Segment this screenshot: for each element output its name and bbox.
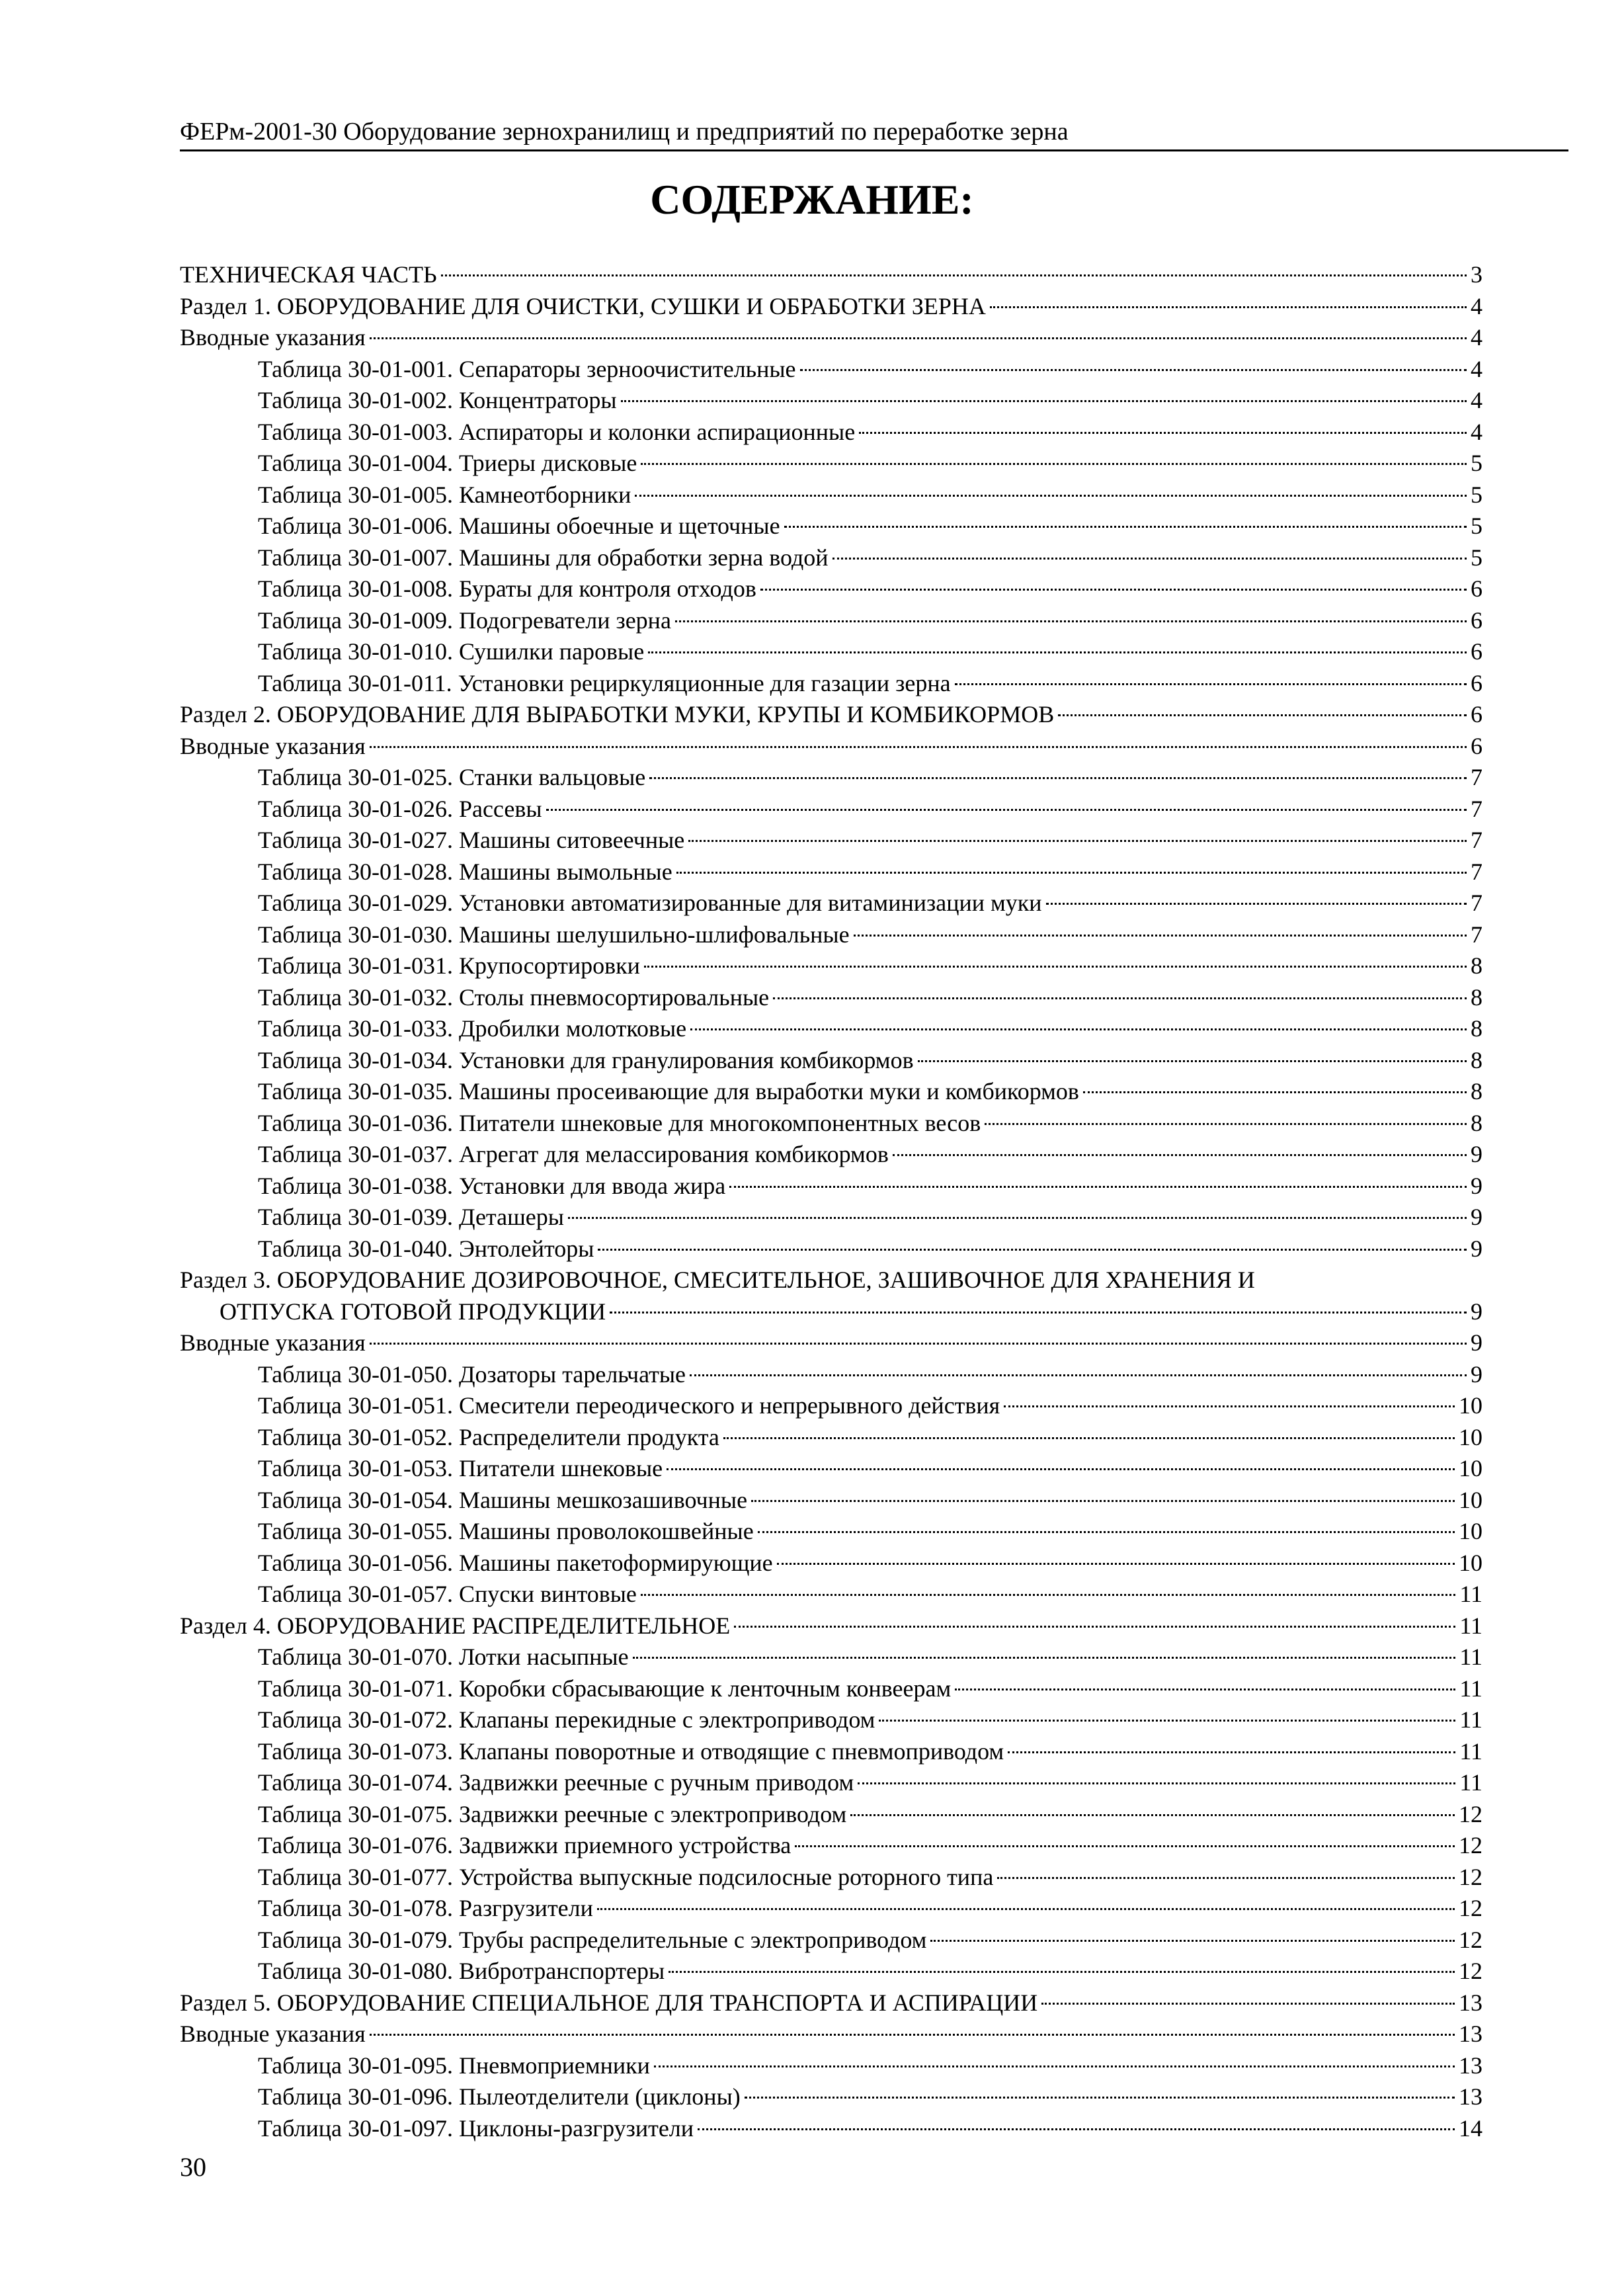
dot-leader [990,306,1467,308]
toc-entry-text: Таблица 30-01-002. Концентраторы [258,387,617,413]
toc-entry-table [180,1830,1482,1862]
toc-entry-table [180,1893,1482,1925]
toc-entry-page: 10 [1459,1392,1482,1419]
toc-entry-table [180,1956,1482,1987]
toc-entry-page: 13 [1459,2021,1482,2047]
toc-entry-table [180,2113,1482,2145]
toc-entry-table [180,856,1482,888]
toc-entry-table [180,825,1482,856]
toc-entry-text: Таблица 30-01-011. Установки рециркуляционные для газации зерна [258,669,951,696]
toc-entry-table [180,1390,1482,1422]
toc-entry-table [180,511,1482,542]
toc-entry-text: Таблица 30-01-027. Машины ситовеечные [258,827,685,853]
toc-entry-text: Таблица 30-01-028. Машины вымольные [258,858,672,885]
toc-entry-page: 12 [1459,1958,1482,1984]
toc-entry-text: Таблица 30-01-056. Машины пакетоформирующие [258,1549,773,1576]
dot-leader [997,1877,1455,1879]
dot-leader [667,1468,1455,1470]
toc-entry-page: 11 [1459,1675,1482,1702]
dot-leader [546,809,1467,811]
toc-entry-page: 8 [1471,1078,1482,1105]
dot-leader [597,1908,1455,1910]
toc-entry-table [180,1516,1482,1548]
toc-entry-table [180,1202,1482,1233]
toc-entry-page: 10 [1459,1455,1482,1481]
toc-entry-section [180,322,1482,354]
toc-entry-text: Таблица 30-01-055. Машины проволокошвейные [258,1518,754,1544]
toc-entry-text: Таблица 30-01-031. Крупосортировки [258,952,640,979]
dot-leader [1008,1751,1455,1753]
toc-entry-section [180,1987,1482,2019]
toc-entry-text: Таблица 30-01-075. Задвижки реечные с электроприводом [258,1800,847,1827]
toc-entry-page: 9 [1471,1172,1482,1199]
toc-entry-text: Таблица 30-01-029. Установки автоматизированные для витаминизации муки [258,890,1042,916]
toc-entry-text: Таблица 30-01-097. Циклоны-разгрузители [258,2114,694,2142]
toc-entry-text: Таблица 30-01-078. Разгрузители [258,1895,593,1921]
dot-leader [893,1154,1467,1156]
dot-leader [441,274,1467,276]
toc-entry-text: Таблица 30-01-052. Распределители продукта [258,1423,719,1450]
toc-entry-table [180,888,1482,919]
toc-entry-table [180,2050,1482,2082]
toc-entry-table [180,982,1482,1014]
toc-entry-table [180,1862,1482,1894]
toc-entry-section [180,731,1482,763]
toc-entry-table [180,1076,1482,1108]
toc-entry-page: 6 [1471,575,1482,602]
toc-entry-page: 5 [1471,513,1482,539]
dot-leader [955,1688,1455,1690]
toc-entry-text: Таблица 30-01-008. Бураты для контроля отходов [258,575,756,602]
toc-entry-text: Таблица 30-01-001. Сепараторы зерноочистительные [258,355,796,382]
dot-leader [879,1720,1455,1722]
dot-leader [676,872,1467,874]
toc-entry-page: 11 [1459,1769,1482,1796]
toc-entry-text: Таблица 30-01-005. Камнеотборники [258,481,631,508]
toc-entry-table [180,605,1482,637]
dot-leader [1058,714,1467,716]
toc-entry-page: 4 [1471,324,1482,351]
toc-entry-text: Таблица 30-01-025. Станки вальцовые [258,764,646,790]
toc-entry-table [180,448,1482,479]
dot-leader [832,558,1467,560]
toc-entry-table [180,1171,1482,1202]
toc-entry-text: ОТПУСКА ГОТОВОЙ ПРОДУКЦИИ [220,1298,606,1325]
table-of-contents [180,259,1482,2144]
toc-entry-text: Раздел 1. ОБОРУДОВАНИЕ ДЛЯ ОЧИСТКИ, СУШКИ И ОБРАБОТКИ ЗЕРНА [180,292,986,319]
page-title: СОДЕРЖАНИЕ: [650,176,974,223]
toc-entry-page: 8 [1471,1109,1482,1136]
dot-leader [1041,2003,1455,2005]
header-rule [180,149,1568,151]
dot-leader [690,1028,1467,1030]
dot-leader [773,997,1467,999]
toc-entry-section [180,259,1482,291]
running-header: ФЕРм-2001-30 Оборудование зернохранилищ и предприятий по переработке зерна [180,118,1069,146]
toc-entry-text: Таблица 30-01-070. Лотки насыпные [258,1644,629,1670]
toc-entry-text: Таблица 30-01-057. Спуски винтовые [258,1581,637,1607]
dot-leader [568,1217,1467,1219]
dot-leader [669,1971,1455,1973]
dot-leader [649,777,1467,779]
dot-leader [795,1845,1455,1847]
toc-entry-table [180,1736,1482,1768]
toc-entry-page: 6 [1471,638,1482,665]
toc-entry-table [180,542,1482,574]
toc-entry-page: 7 [1471,827,1482,853]
toc-entry-text: Таблица 30-01-053. Питатели шнековые [258,1455,663,1481]
toc-entry-page: 9 [1471,1235,1482,1262]
dot-leader [745,2097,1455,2099]
toc-entry-table [180,950,1482,982]
dot-leader [598,1249,1467,1251]
toc-entry-page: 11 [1459,1644,1482,1670]
toc-entry-page: 10 [1459,1423,1482,1450]
toc-entry-page: 11 [1459,1612,1482,1639]
toc-entry-text: Раздел 4. ОБОРУДОВАНИЕ РАСПРЕДЕЛИТЕЛЬНОЕ [180,1612,731,1639]
toc-entry-page: 12 [1459,1800,1482,1827]
toc-entry-text: Таблица 30-01-080. Вибротранспортеры [258,1958,665,1984]
toc-entry-table [180,762,1482,794]
dot-leader [370,746,1467,748]
toc-entry-text: Таблица 30-01-079. Трубы распределительные с электроприводом [258,1926,927,1953]
toc-entry-page: 11 [1459,1581,1482,1607]
toc-entry-text: Вводные указания [180,1329,366,1356]
dot-leader [654,2065,1455,2067]
toc-entry-table [180,1453,1482,1485]
toc-entry-page: 11 [1459,1737,1482,1765]
toc-entry-page: 5 [1471,450,1482,476]
toc-entry-page: 8 [1471,983,1482,1011]
toc-entry-page: 7 [1471,858,1482,885]
toc-entry-table [180,1642,1482,1673]
toc-entry-table [180,1485,1482,1517]
toc-entry-table [180,1359,1482,1391]
toc-entry-text: Таблица 30-01-039. Деташеры [258,1204,564,1230]
toc-entry-text: Вводные указания [180,324,366,351]
toc-entry-table [180,668,1482,700]
toc-entry-text: ТЕХНИЧЕСКАЯ ЧАСТЬ [180,261,437,288]
dot-leader [370,337,1467,339]
dot-leader [985,1123,1467,1125]
toc-entry-section [180,291,1482,323]
dot-leader [800,369,1467,371]
toc-entry-text: Вводные указания [180,732,366,759]
toc-entry-text: Таблица 30-01-035. Машины просеивающие для выработки муки и комбикормов [258,1078,1079,1105]
toc-entry-page: 8 [1471,1015,1482,1042]
dot-leader [723,1437,1455,1439]
dot-leader [633,1657,1456,1659]
toc-entry-section [180,1265,1482,1296]
toc-entry-page: 9 [1471,1204,1482,1230]
dot-leader [1083,1091,1467,1093]
toc-entry-table [180,1422,1482,1454]
toc-entry-section [180,699,1482,731]
toc-entry-page: 6 [1471,732,1482,759]
toc-entry-table [180,636,1482,668]
toc-entry-page: 6 [1471,701,1482,728]
toc-entry-page: 10 [1459,1518,1482,1544]
toc-entry-page: 12 [1459,1895,1482,1921]
dot-leader [1004,1405,1455,1407]
toc-entry-page: 12 [1459,1863,1482,1890]
dot-leader [370,1343,1467,1345]
toc-entry-page: 14 [1459,2114,1482,2142]
toc-entry-text: Таблица 30-01-051. Смесители переодического и непрерывного действия [258,1392,1000,1419]
dot-leader [675,620,1467,622]
toc-entry-text: Таблица 30-01-030. Машины шелушильно-шлифовальные [258,921,850,948]
toc-entry-page: 6 [1471,669,1482,696]
toc-entry-page: 7 [1471,890,1482,916]
dot-leader [784,526,1467,528]
toc-entry-page: 13 [1459,1989,1482,2016]
toc-entry-table [180,354,1482,386]
toc-entry-text: Таблица 30-01-050. Дозаторы тарельчатые [258,1360,686,1388]
dot-leader [688,840,1467,842]
toc-entry-text: Таблица 30-01-026. Рассевы [258,795,542,822]
dot-leader [955,683,1467,685]
toc-entry-text: Раздел 5. ОБОРУДОВАНИЕ СПЕЦИАЛЬНОЕ ДЛЯ ТРАНСПОРТА И АСПИРАЦИИ [180,1989,1038,2016]
dot-leader [690,1374,1467,1376]
dot-leader [858,1782,1455,1784]
toc-entry-page: 13 [1459,2052,1482,2079]
toc-entry-section [180,1610,1482,1642]
dot-leader [729,1186,1467,1188]
toc-entry-table [180,1704,1482,1736]
toc-entry-page: 7 [1471,795,1482,822]
toc-entry-section [180,2019,1482,2050]
toc-entry-text: Таблица 30-01-096. Пылеотделители (циклоны) [258,2083,741,2110]
toc-entry-page: 3 [1471,261,1482,288]
toc-entry-page: 4 [1471,355,1482,382]
toc-entry-table [180,919,1482,951]
toc-entry-page: 9 [1471,1360,1482,1388]
toc-entry-page: 8 [1471,952,1482,979]
dot-leader [698,2128,1455,2130]
toc-entry-page: 6 [1471,606,1482,634]
toc-entry-text: Вводные указания [180,2021,366,2047]
toc-entry-table [180,1139,1482,1171]
toc-entry-page: 7 [1471,764,1482,790]
dot-leader [1046,903,1467,905]
toc-entry-table [180,479,1482,511]
page-number: 30 [180,2152,206,2182]
toc-entry-page: 9 [1471,1141,1482,1167]
toc-entry-table [180,573,1482,605]
toc-entry-page: 12 [1459,1832,1482,1858]
toc-entry-table [180,1108,1482,1140]
dot-leader [777,1563,1455,1565]
dot-leader [918,1060,1467,1062]
toc-entry-text: Таблица 30-01-038. Установки для ввода жира [258,1172,726,1199]
toc-entry-text: Таблица 30-01-036. Питатели шнековые для многокомпонентных весов [258,1109,981,1136]
dot-leader [854,935,1467,937]
dot-leader [930,1940,1455,1942]
toc-entry-text: Таблица 30-01-095. Пневмоприемники [258,2052,650,2079]
toc-entry-table [180,1673,1482,1705]
toc-entry-text: Таблица 30-01-037. Агрегат для мелассирования комбикормов [258,1141,889,1167]
dot-leader [641,463,1467,465]
toc-entry-text: Таблица 30-01-074. Задвижки реечные с ручным приводом [258,1769,854,1796]
toc-entry-text: Таблица 30-01-076. Задвижки приемного устройства [258,1832,792,1858]
toc-entry-text: Таблица 30-01-004. Триеры дисковые [258,450,637,476]
toc-entry-text: Таблица 30-01-007. Машины для обработки зерна водой [258,544,829,571]
toc-entry-text: Таблица 30-01-033. Дробилки молотковые [258,1015,687,1042]
toc-entry-text: Таблица 30-01-072. Клапаны перекидные с электроприводом [258,1706,875,1733]
toc-entry-section [180,1296,1482,1328]
dot-leader [751,1500,1455,1502]
toc-entry-text: Таблица 30-01-032. Столы пневмосортировальные [258,983,770,1011]
toc-entry-text: Таблица 30-01-077. Устройства выпускные подсилосные роторного типа [258,1863,994,1890]
toc-entry-page: 13 [1459,2083,1482,2110]
toc-entry-page: 9 [1471,1329,1482,1356]
toc-entry-table [180,2081,1482,2113]
dot-leader [370,2034,1455,2036]
toc-entry-table [180,1799,1482,1831]
toc-entry-page: 11 [1459,1706,1482,1733]
toc-entry-text: Таблица 30-01-054. Машины мешкозашивочные [258,1486,748,1513]
toc-entry-text: Таблица 30-01-010. Сушилки паровые [258,638,645,665]
toc-entry-page: 4 [1471,292,1482,319]
dot-leader [635,495,1467,497]
toc-entry-section [180,1327,1482,1359]
toc-entry-text: Раздел 2. ОБОРУДОВАНИЕ ДЛЯ ВЫРАБОТКИ МУКИ, КРУПЫ И КОМБИКОРМОВ [180,701,1055,728]
dot-leader [610,1312,1467,1313]
toc-entry-table [180,1045,1482,1077]
toc-entry-table [180,417,1482,448]
dot-leader [621,400,1467,402]
toc-entry-page: 5 [1471,481,1482,508]
toc-entry-page: 4 [1471,418,1482,445]
dot-leader [644,966,1467,968]
toc-entry-text: Таблица 30-01-071. Коробки сбрасывающие к ленточным конвеерам [258,1675,952,1702]
toc-entry-text: Таблица 30-01-003. Аспираторы и колонки аспирационные [258,418,856,445]
dot-leader [734,1626,1455,1628]
toc-entry-table [180,385,1482,417]
dot-leader [760,589,1467,591]
toc-entry-text: Таблица 30-01-040. Энтолейторы [258,1235,594,1262]
toc-entry-page: 7 [1471,921,1482,948]
toc-entry-page: 9 [1471,1298,1482,1325]
toc-entry-text: Раздел 3. ОБОРУДОВАНИЕ ДОЗИРОВОЧНОЕ, СМЕСИТЕЛЬНОЕ, ЗАШИВОЧНОЕ ДЛЯ ХРАНЕНИЯ И [180,1267,1255,1293]
toc-entry-text: Таблица 30-01-009. Подогреватели зерна [258,606,671,634]
toc-entry-table [180,1013,1482,1045]
toc-entry-page: 8 [1471,1046,1482,1073]
dot-leader [648,651,1467,653]
toc-entry-page: 5 [1471,544,1482,571]
dot-leader [641,1594,1455,1596]
toc-entry-text: Таблица 30-01-073. Клапаны поворотные и отводящие с пневмоприводом [258,1737,1004,1765]
toc-entry-table [180,1233,1482,1265]
toc-entry-page: 10 [1459,1486,1482,1513]
toc-entry-text: Таблица 30-01-006. Машины обоечные и щеточные [258,513,780,539]
toc-entry-table [180,1548,1482,1579]
toc-entry-page: 12 [1459,1926,1482,1953]
toc-entry-table [180,1579,1482,1610]
toc-entry-table [180,1925,1482,1956]
dot-leader [758,1531,1455,1533]
toc-entry-table [180,794,1482,825]
toc-entry-text: Таблица 30-01-034. Установки для гранулирования комбикормов [258,1046,914,1073]
toc-entry-page: 10 [1459,1549,1482,1576]
dot-leader [850,1814,1455,1816]
toc-entry-page: 4 [1471,387,1482,413]
dot-leader [859,432,1467,434]
toc-entry-table [180,1767,1482,1799]
